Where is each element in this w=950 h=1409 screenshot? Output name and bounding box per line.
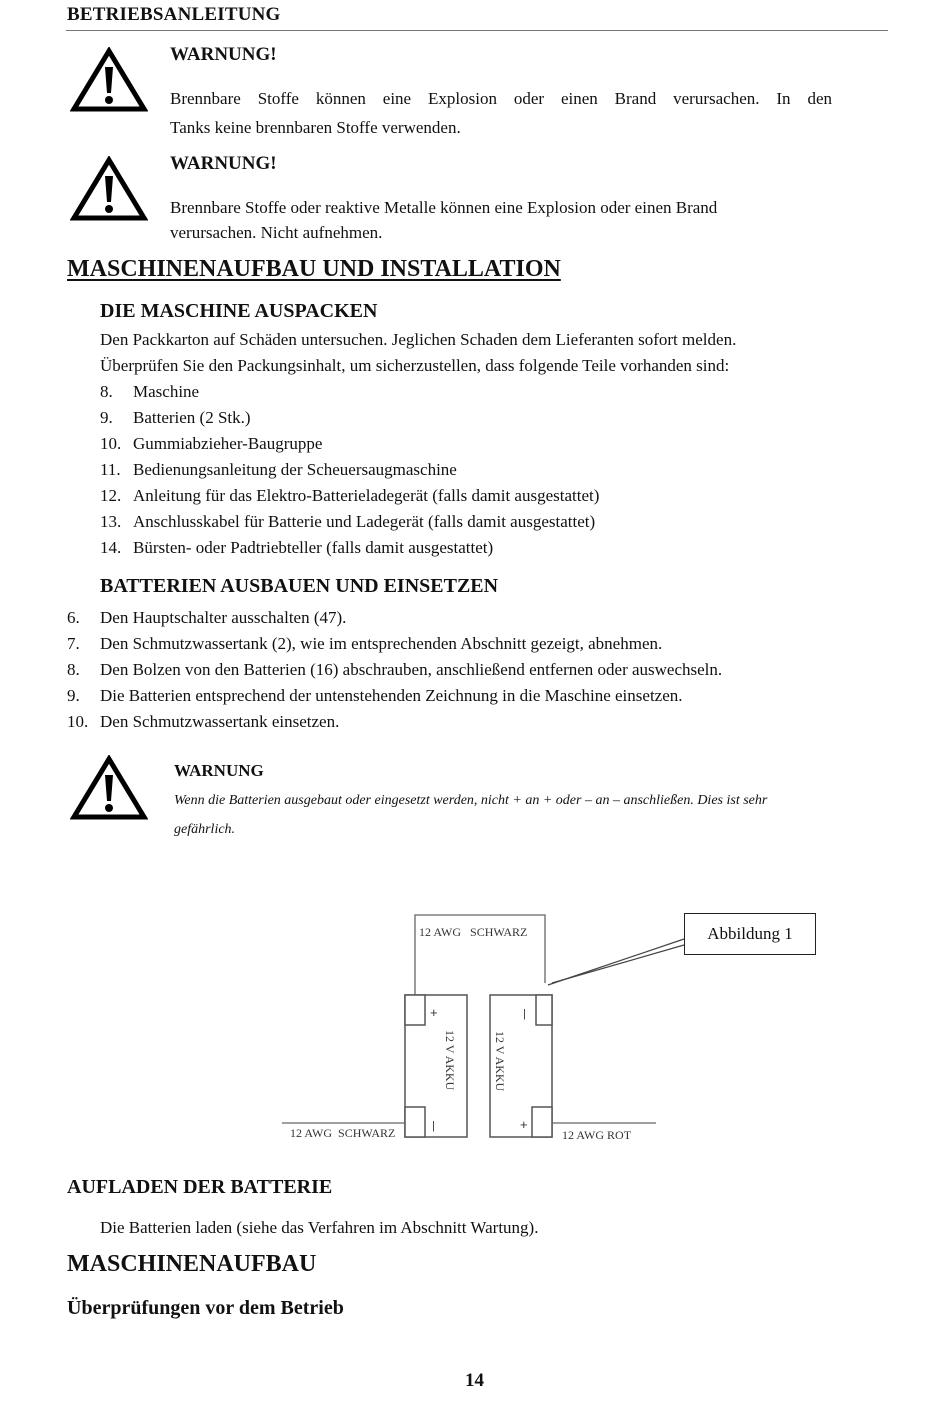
charging-text: Die Batterien laden (siehe das Verfahren im Abschnitt Wartung).: [100, 1218, 539, 1237]
list-item-text: Den Schmutzwassertank einsetzen.: [100, 712, 340, 731]
list-item-text: Anschlusskabel für Batterie und Ladegerät (falls damit ausgestattet): [133, 512, 596, 531]
page-number: 14: [465, 1370, 484, 1391]
list-item-text: Anleitung für das Elektro-Batterieladegerät (falls damit ausgestattet): [133, 486, 600, 505]
subsection-title-unpack: DIE MASCHINE AUSPACKEN: [100, 300, 378, 322]
battery-right-label: 12 V AKKU: [493, 1031, 507, 1092]
list-item: [100, 457, 860, 483]
list-item-text: Den Hauptschalter ausschalten (47).: [100, 608, 347, 627]
list-item: [67, 657, 867, 683]
warning-2-text-line2: verursachen. Nicht aufnehmen.: [170, 223, 383, 242]
battery-left-terminal-bottom: [405, 1107, 425, 1137]
list-item-text: Gummiabzieher-Baugruppe: [133, 434, 323, 453]
battery-right-plus: +: [520, 1117, 528, 1132]
battery-left-terminal-top: [405, 995, 425, 1025]
list-item-text: Den Bolzen von den Batterien (16) abschrauben, anschließend entfernen oder auswechseln.: [100, 660, 723, 679]
list-item: [100, 431, 860, 457]
wire-label-top: 12 AWG SCHWARZ: [419, 925, 528, 939]
warning-3-title: WARNUNG: [174, 761, 264, 780]
list-item-number: 13.: [100, 512, 122, 531]
battery-right-minus: |: [523, 1008, 526, 1020]
warning-triangle-icon: [70, 755, 148, 821]
list-item: [100, 379, 860, 405]
battery-left-label: 12 V AKKU: [443, 1030, 457, 1091]
list-item-number: 8.: [67, 660, 80, 679]
wire-label-bottom-right: 12 AWG ROT: [562, 1128, 632, 1142]
figure-callout-label: Abbildung 1: [684, 913, 816, 955]
list-item-number: 9.: [67, 686, 80, 705]
warning-triangle-icon: [70, 156, 148, 222]
list-item-number: 8.: [100, 382, 113, 401]
list-item-number: 10.: [100, 434, 122, 453]
list-item: [67, 683, 867, 709]
warning-2-text-line1: Brennbare Stoffe oder reaktive Metalle können eine Explosion oder einen Brand: [170, 198, 718, 217]
list-item-text: Den Schmutzwassertank (2), wie im entsprechenden Abschnitt gezeigt, abnehmen.: [100, 634, 663, 653]
warning-3-text-line2: gefährlich.: [174, 822, 236, 837]
list-item-number: 7.: [67, 634, 80, 653]
unpack-list: [100, 379, 860, 561]
list-item-number: 10.: [67, 712, 89, 731]
unpack-text-line2: Überprüfen Sie den Packungsinhalt, um sicherzustellen, dass folgende Teile vorhanden sind:: [100, 356, 730, 375]
warning-1-text-line1: Brennbare Stoffe können eine Explosion oder einen Brand verursachen. In den: [170, 89, 832, 108]
list-item-text: Batterien (2 Stk.): [133, 408, 251, 427]
section-title-setup: MASCHINENAUFBAU UND INSTALLATION: [67, 256, 561, 282]
section-title-charging: AUFLADEN DER BATTERIE: [67, 1176, 333, 1198]
battery-right-terminal-top: [536, 995, 552, 1025]
list-item-text: Bedienungsanleitung der Scheuersaugmaschine: [133, 460, 457, 479]
unpack-text-line1: Den Packkarton auf Schäden untersuchen. Jeglichen Schaden dem Lieferanten sofort melden.: [100, 330, 737, 349]
warning-2-title: WARNUNG!: [170, 153, 277, 174]
list-item: [67, 605, 867, 631]
list-item-number: 9.: [100, 408, 113, 427]
battery-right-terminal-bottom: [532, 1107, 552, 1137]
list-item: [100, 509, 860, 535]
list-item-number: 12.: [100, 486, 122, 505]
document-header: BETRIEBSANLEITUNG: [67, 4, 281, 25]
list-item-text: Maschine: [133, 382, 200, 401]
wire-label-bottom-left: 12 AWG SCHWARZ: [290, 1126, 396, 1140]
header-rule: [66, 30, 888, 31]
list-item-number: 6.: [67, 608, 80, 627]
list-item-number: 11.: [100, 460, 121, 479]
warning-1-title: WARNUNG!: [170, 44, 277, 65]
battery-left-minus: |: [432, 1120, 435, 1132]
list-item-text: Bürsten- oder Padtriebteller (falls damit ausgestattet): [133, 538, 494, 557]
list-item: [67, 709, 867, 735]
batteries-list: [67, 605, 867, 735]
subsection-title-batteries: BATTERIEN AUSBAUEN UND EINSETZEN: [100, 575, 499, 597]
warning-triangle-icon: [70, 47, 148, 113]
section-title-assembly: MASCHINENAUFBAU: [67, 1251, 317, 1277]
list-item: [100, 483, 860, 509]
warning-1-text-line2: Tanks keine brennbaren Stoffe verwenden.: [170, 118, 461, 137]
list-item: [67, 631, 867, 657]
section-subtitle-checks: Überprüfungen vor dem Betrieb: [67, 1297, 344, 1319]
list-item: [100, 405, 860, 431]
warning-3-text-line1: Wenn die Batterien ausgebaut oder eingesetzt werden, nicht + an + oder – an – anschließen. Dies ist sehr: [174, 793, 768, 808]
list-item-text: Die Batterien entsprechend der untenstehenden Zeichnung in die Maschine einsetzen.: [100, 686, 683, 705]
list-item-number: 14.: [100, 538, 122, 557]
callout-pointer: [552, 945, 684, 983]
battery-left-plus: +: [430, 1005, 438, 1020]
list-item: [100, 535, 860, 561]
